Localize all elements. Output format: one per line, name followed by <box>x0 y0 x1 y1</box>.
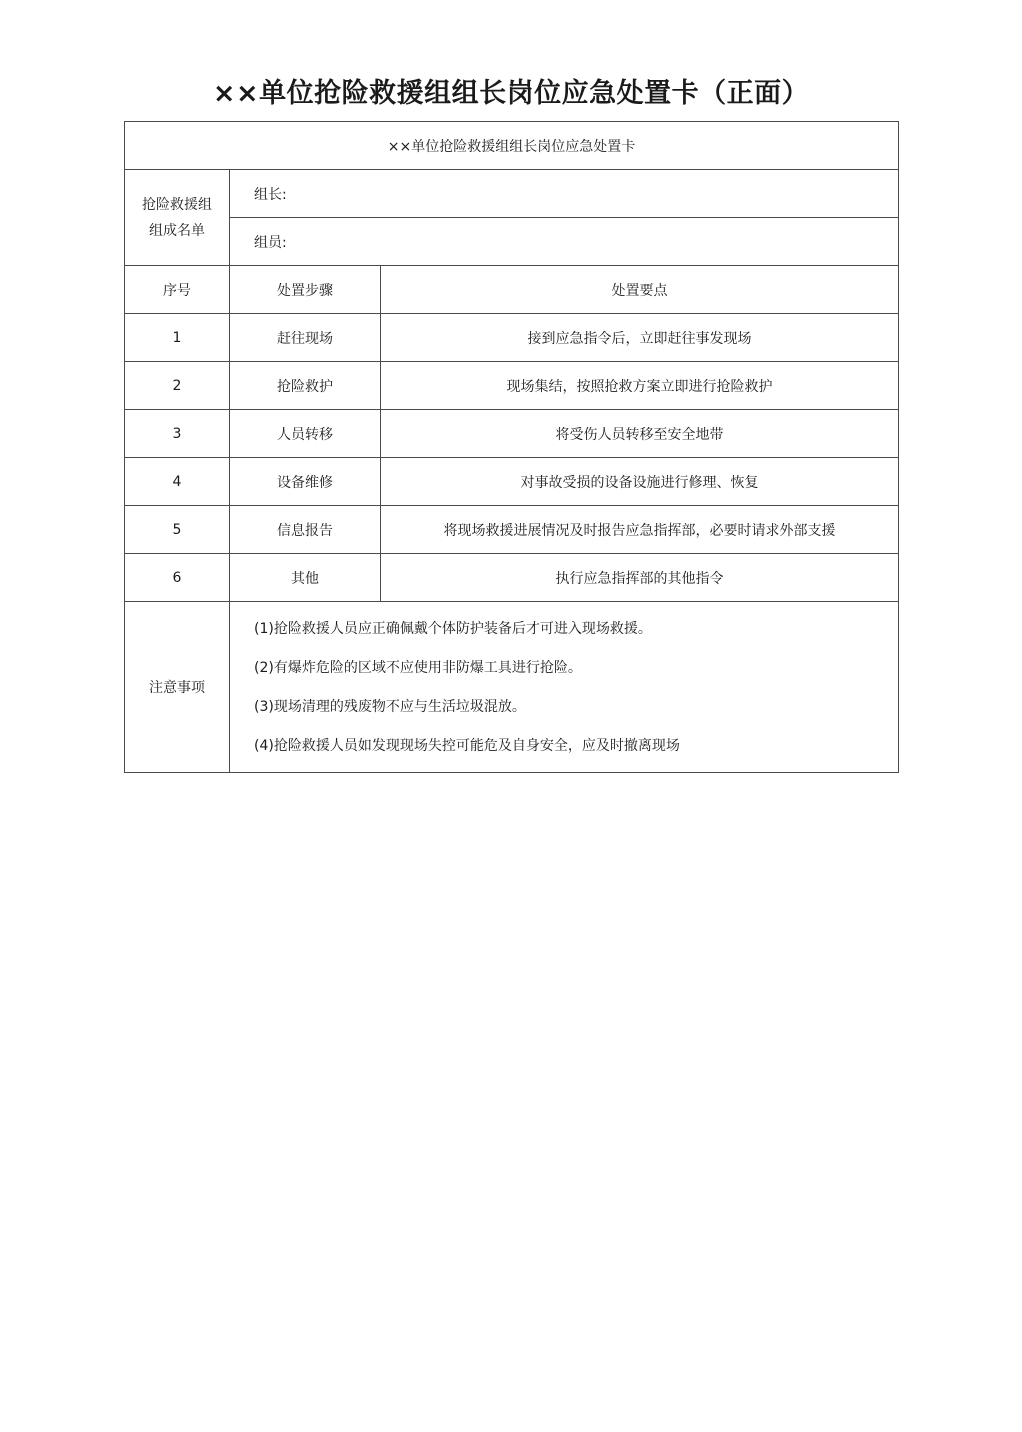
note-item: (2)有爆炸危险的区域不应使用非防爆工具进行抢险。 <box>254 660 582 676</box>
column-header-row <box>125 266 899 314</box>
row-step: 设备维修 <box>230 458 381 506</box>
column-header-index: 序号 <box>125 266 230 314</box>
members-label-line2: 组成名单 <box>149 222 205 239</box>
notes-row <box>125 602 899 773</box>
table-row <box>125 314 899 362</box>
member-field: 组员: <box>230 218 899 266</box>
row-index: 6 <box>125 554 230 602</box>
row-step: 信息报告 <box>230 506 381 554</box>
row-point: 将受伤人员转移至安全地带 <box>381 410 899 458</box>
row-step: 抢险救护 <box>230 362 381 410</box>
members-label-line1: 抢险救援组 <box>142 196 212 213</box>
row-index: 3 <box>125 410 230 458</box>
table-row <box>125 506 899 554</box>
note-item: (3)现场清理的残废物不应与生活垃圾混放。 <box>254 699 526 715</box>
table-row <box>125 410 899 458</box>
column-header-point: 处置要点 <box>381 266 899 314</box>
notes-list <box>230 602 899 773</box>
row-index: 1 <box>125 314 230 362</box>
row-point: 接到应急指令后，立即赶往事发现场 <box>381 314 899 362</box>
card-heading: ××单位抢险救援组组长岗位应急处置卡 <box>125 122 899 170</box>
members-leader-row <box>125 170 899 218</box>
note-item: (4)抢险救援人员如发现现场失控可能危及自身安全，应及时撤离现场 <box>254 738 680 754</box>
emergency-disposal-card-table <box>124 121 899 773</box>
row-point: 对事故受损的设备设施进行修理、恢复 <box>381 458 899 506</box>
row-point: 执行应急指挥部的其他指令 <box>381 554 899 602</box>
row-index: 2 <box>125 362 230 410</box>
page-title: ××单位抢险救援组组长岗位应急处置卡（正面） <box>212 78 810 109</box>
row-index: 4 <box>125 458 230 506</box>
row-step: 人员转移 <box>230 410 381 458</box>
column-header-step: 处置步骤 <box>230 266 381 314</box>
row-point: 将现场救援进展情况及时报告应急指挥部，必要时请求外部支援 <box>381 506 899 554</box>
table-row <box>125 458 899 506</box>
card-heading-row <box>125 122 899 170</box>
leader-field: 组长: <box>230 170 899 218</box>
row-step: 其他 <box>230 554 381 602</box>
row-step: 赶往现场 <box>230 314 381 362</box>
row-point: 现场集结，按照抢救方案立即进行抢险救护 <box>381 362 899 410</box>
row-index: 5 <box>125 506 230 554</box>
notes-label: 注意事项 <box>125 602 230 773</box>
table-row <box>125 554 899 602</box>
members-member-row <box>125 218 899 266</box>
members-label <box>125 170 230 266</box>
table-row <box>125 362 899 410</box>
note-item: (1)抢险救援人员应正确佩戴个体防护装备后才可进入现场救援。 <box>254 621 652 637</box>
